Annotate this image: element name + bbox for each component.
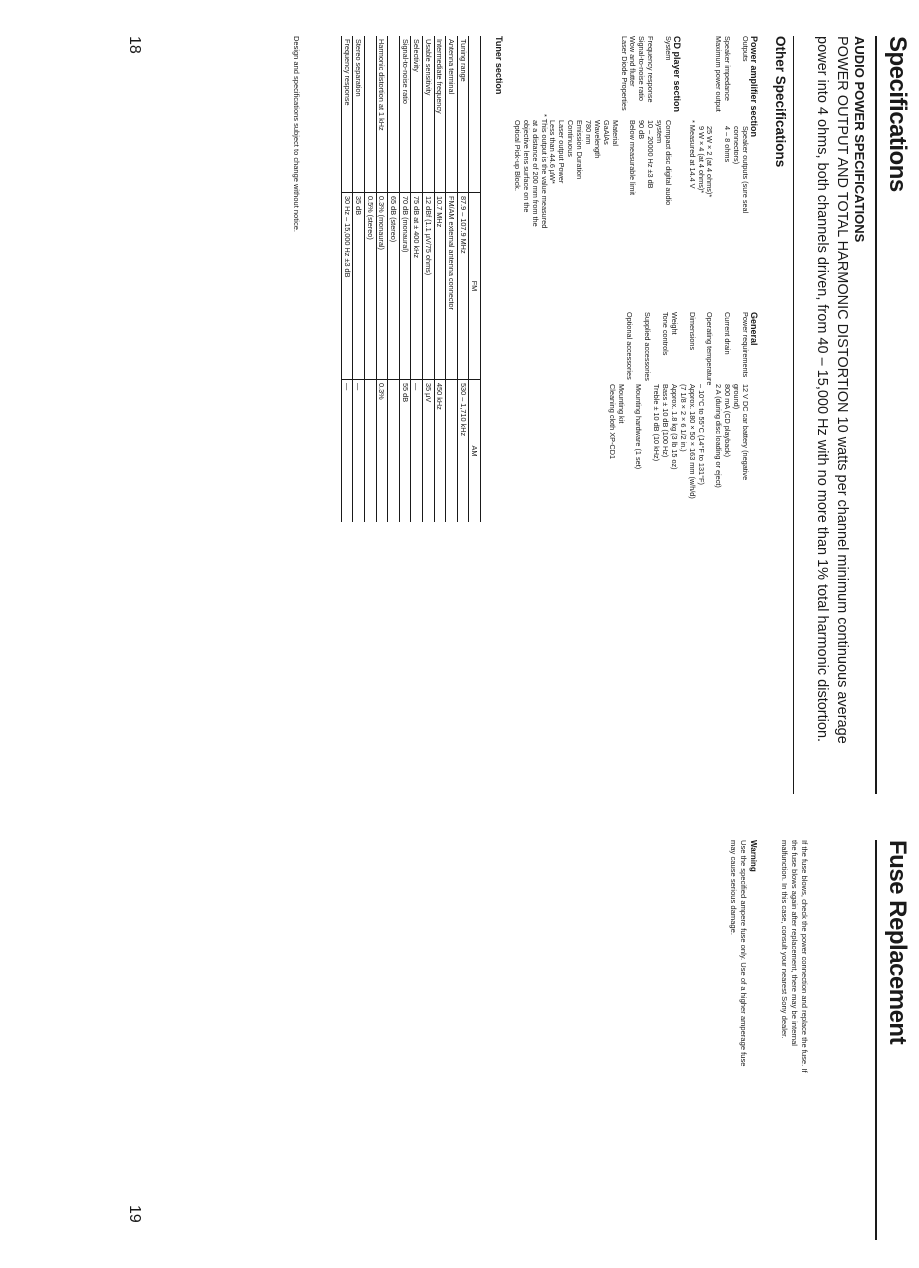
tuner-cell-label [388,36,400,193]
spec-line [512,36,521,336]
spec-line [610,36,619,336]
spec-line [636,36,645,336]
spec-line [731,312,740,642]
spec-value: (7 1/8 × 2 × 6 1/2 in.) [678,384,688,452]
tuner-header-row [469,36,481,522]
tuner-row [365,36,377,522]
spec-value: Mounting hardware (1 set) [634,384,644,470]
spec-line [740,36,749,336]
tuner-row [423,36,435,522]
tuner-cell-am: — [353,380,365,523]
tuner-row [411,36,423,522]
spec-value: Wavelength [592,120,602,159]
spec-value: 800 mA (CD playback) [723,384,733,457]
spec-value: – 10°C to 55°C (14°F to 131°F) [696,384,706,485]
page-number-left: 18 [126,36,143,54]
spec-line [651,312,660,642]
spec-label: Operating temperature [705,312,715,386]
spec-label: Dimensions [687,312,697,351]
spec-line [633,312,642,642]
spec-line [696,36,705,336]
spec-value: Continuous [566,120,576,157]
general-section [607,312,759,642]
spec-value: Compact disc digital audio [664,120,673,206]
spec-label: Current drain [723,312,733,355]
fuse-body-text: If the fuse blows, check the power connection and replace the fuse. If the fuse blows again after replacement, there may be internal malfunction. In this case, consult your nearest Sony dealer. [780,840,809,1073]
spec-label: Supplied accessories [643,312,653,381]
spec-label: Wow and flutter [628,36,638,87]
spec-value: 90 dB [637,120,647,140]
tuner-row [341,36,353,522]
spec-line [654,36,663,336]
spec-value: * This output is the value measured [539,114,549,229]
page-title-specifications: Specifications [884,36,911,192]
spec-line [521,36,530,336]
spec-line [616,312,625,642]
cd-player-section [512,36,682,336]
spec-line [663,36,672,336]
tuner-row [457,36,469,522]
spec-label: Laser Diode Properties [619,36,629,111]
tuner-cell-am: 35 µV [423,380,435,523]
spec-line [713,312,722,642]
spec-value: Speaker outputs (sure seal [741,126,750,214]
cd-player-heading: CD player section [672,36,682,113]
spec-line [713,36,722,336]
audio-power-rule [793,36,794,794]
spec-line [556,36,565,336]
spec-value: Treble ± 10 dB (10 kHz) [652,384,662,462]
spec-line [669,312,678,642]
spec-value: system [655,120,665,144]
tuner-cell-am: — [411,380,423,523]
warning-heading: Warning [749,840,758,872]
tuner-row [399,36,411,522]
tuner-cell-label: Stereo separation [353,36,365,193]
spec-line [607,312,616,642]
tuner-cell-label: Usable sensitivity [423,36,435,193]
spec-line [696,312,705,642]
page-number-right: 19 [126,1205,143,1223]
spec-value: 4 – 8 ohms [723,126,733,163]
tuner-row [376,36,388,522]
tuner-cell-fm: 0.3% (monaural) [376,193,388,380]
spec-line [539,36,548,336]
tuner-cell-label: Signal-to-noise ratio [399,36,411,193]
tuner-cell-label: Antenna terminal [446,36,458,193]
spec-value: 780 nm [583,120,593,145]
spec-value: * Measured at 14.4 V [687,120,697,189]
spec-value: 25 W × 2 (at 4 ohms)* [705,126,715,198]
title-rule [875,36,877,794]
spec-label: Maximum power output [714,36,724,112]
spec-line [731,36,740,336]
tuner-col-fm: FM [469,193,481,380]
tuner-cell-am [388,380,400,523]
spec-value: objective lens surface on the [521,120,531,213]
spec-value: Emission Duration [575,120,585,180]
tuner-col-label [469,36,481,193]
spec-line [678,312,687,642]
tuner-cell-fm: 10.7 MHz [434,193,446,380]
spec-label: Outputs [741,36,750,62]
spec-value: Approx. 180 × 50 × 163 mm (w/h/d) [687,384,697,499]
tuner-cell-fm: 0.5% (stereo) [365,193,377,380]
spec-label: Speaker impedance [723,36,733,101]
spec-label: System [664,36,673,61]
spec-line [583,36,592,336]
spec-value: Material [610,120,620,146]
tuner-cell-fm: 12 dBf (1.1 µV/75 ohms) [423,193,435,380]
tuner-cell-am: 530 – 1,710 kHz [457,380,469,523]
spec-value: Optical Pick-up Block. [512,120,522,191]
spec-value: Cleaning cloth XP-CD1 [607,384,617,460]
audio-power-text: POWER OUTPUT AND TOTAL HARMONIC DISTORTION 10 watts per channel minimum continuous average power into 4 ohms, both channels driven, from 40 – 15,000 Hz with no more than 1% total harmonic distortion. [814,36,850,744]
tuner-cell-fm: 30 Hz – 15,000 Hz ±3 dB [341,193,353,380]
spec-line [530,36,539,336]
tuner-cell-am [365,380,377,523]
spec-line [722,312,731,642]
page-title-fuse-replacement: Fuse Replacement [884,840,911,1045]
spec-value: Mounting kit [616,384,626,424]
spec-label: Frequency response [646,36,656,103]
audio-power-heading: AUDIO POWER SPECIFICATIONS [852,36,867,243]
tuner-cell-am [446,380,458,523]
spec-line [625,312,634,642]
spec-label: Signal-to-noise ratio [637,36,647,101]
tuner-cell-label: Harmonic distortion at 1 kHz [376,36,388,193]
warning-text: Use the specified ampere fuse only. Use of a higher amperage fuse may cause serious damage. [729,840,748,1067]
spec-label: Tone controls [660,312,670,356]
footnote: Design and specifications subject to change without notice. [292,36,301,232]
general-lines [607,312,749,642]
tuner-cell-label: Tuning range [457,36,469,193]
spec-line [722,36,731,336]
spec-line [645,36,654,336]
spec-line [705,312,714,642]
tuner-row [434,36,446,522]
spec-line [687,36,696,336]
tuner-cell-fm: 75 dB at ± 400 kHz [411,193,423,380]
spec-value: Laser output Power [557,120,567,184]
tuner-cell-label: Selectivity [411,36,423,193]
spec-value: Bass ± 10 dB (100 Hz) [660,384,670,458]
spec-value: 10 – 20000 Hz ±3 dB [646,120,656,189]
tuner-row [446,36,458,522]
power-amp-section [687,36,759,336]
tuner-cell-fm: 35 dB [353,193,365,380]
tuner-cell-am: — [341,380,353,523]
spec-line [548,36,557,336]
spec-value: Less than 44.6 µW* [548,120,558,184]
tuner-cell-fm: FM/AM external antenna connector [446,193,458,380]
tuner-cell-label: Intermediate frequency [434,36,446,193]
fuse-title-rule [875,840,877,1240]
spec-label: Weight [669,312,679,335]
spec-line [601,36,610,336]
tuner-table [341,36,481,522]
spec-line [592,36,601,336]
power-amp-heading: Power amplifier section [749,36,759,138]
spec-line [619,36,628,336]
general-heading: General [749,312,759,346]
spec-value: 2 A (during disc loading or eject) [714,384,724,488]
tuner-row [353,36,365,522]
spec-label: Optional accessories [625,312,635,380]
tuner-row [388,36,400,522]
tuner-cell-am: 55 dB [399,380,411,523]
spec-value: GaAlAs [601,120,611,145]
cd-player-lines [512,36,672,336]
spec-line [628,36,637,336]
tuner-heading: Tuner section [494,36,504,95]
tuner-cell-fm: 70 dB (monaural) [399,193,411,380]
power-amp-lines [687,36,749,336]
spec-line [740,312,749,642]
tuner-cell-label: Frequency response [341,36,353,193]
tuner-col-am: AM [469,380,481,523]
tuner-cell-am: 450 kHz [434,380,446,523]
spec-value: connectors) [732,126,742,165]
spec-value: 12 V DC car battery (negative [741,384,750,481]
spec-line [687,312,696,642]
tuner-cell-fm: 87.9 – 107.9 MHz [457,193,469,380]
tuner-cell-fm: 65 dB (stereo) [388,193,400,380]
spec-value: ground) [732,384,742,410]
spec-value: Below measurable limit [628,120,638,196]
spec-line [565,36,574,336]
spec-value: Approx. 1.8 kg (3 lb 15 oz) [669,384,679,470]
spec-line [574,36,583,336]
spec-line [642,312,651,642]
spec-line [660,312,669,642]
spec-line [705,36,714,336]
other-specifications-heading: Other Specifications [773,36,788,168]
tuner-cell-am: 0.3% [376,380,388,523]
spec-value: 9 W × 4 (at 4 ohms)* [696,126,706,194]
tuner-cell-label [365,36,377,193]
spec-value: at a distance of 200 mm from the [530,120,540,227]
spec-label: Power requirements [741,312,750,378]
